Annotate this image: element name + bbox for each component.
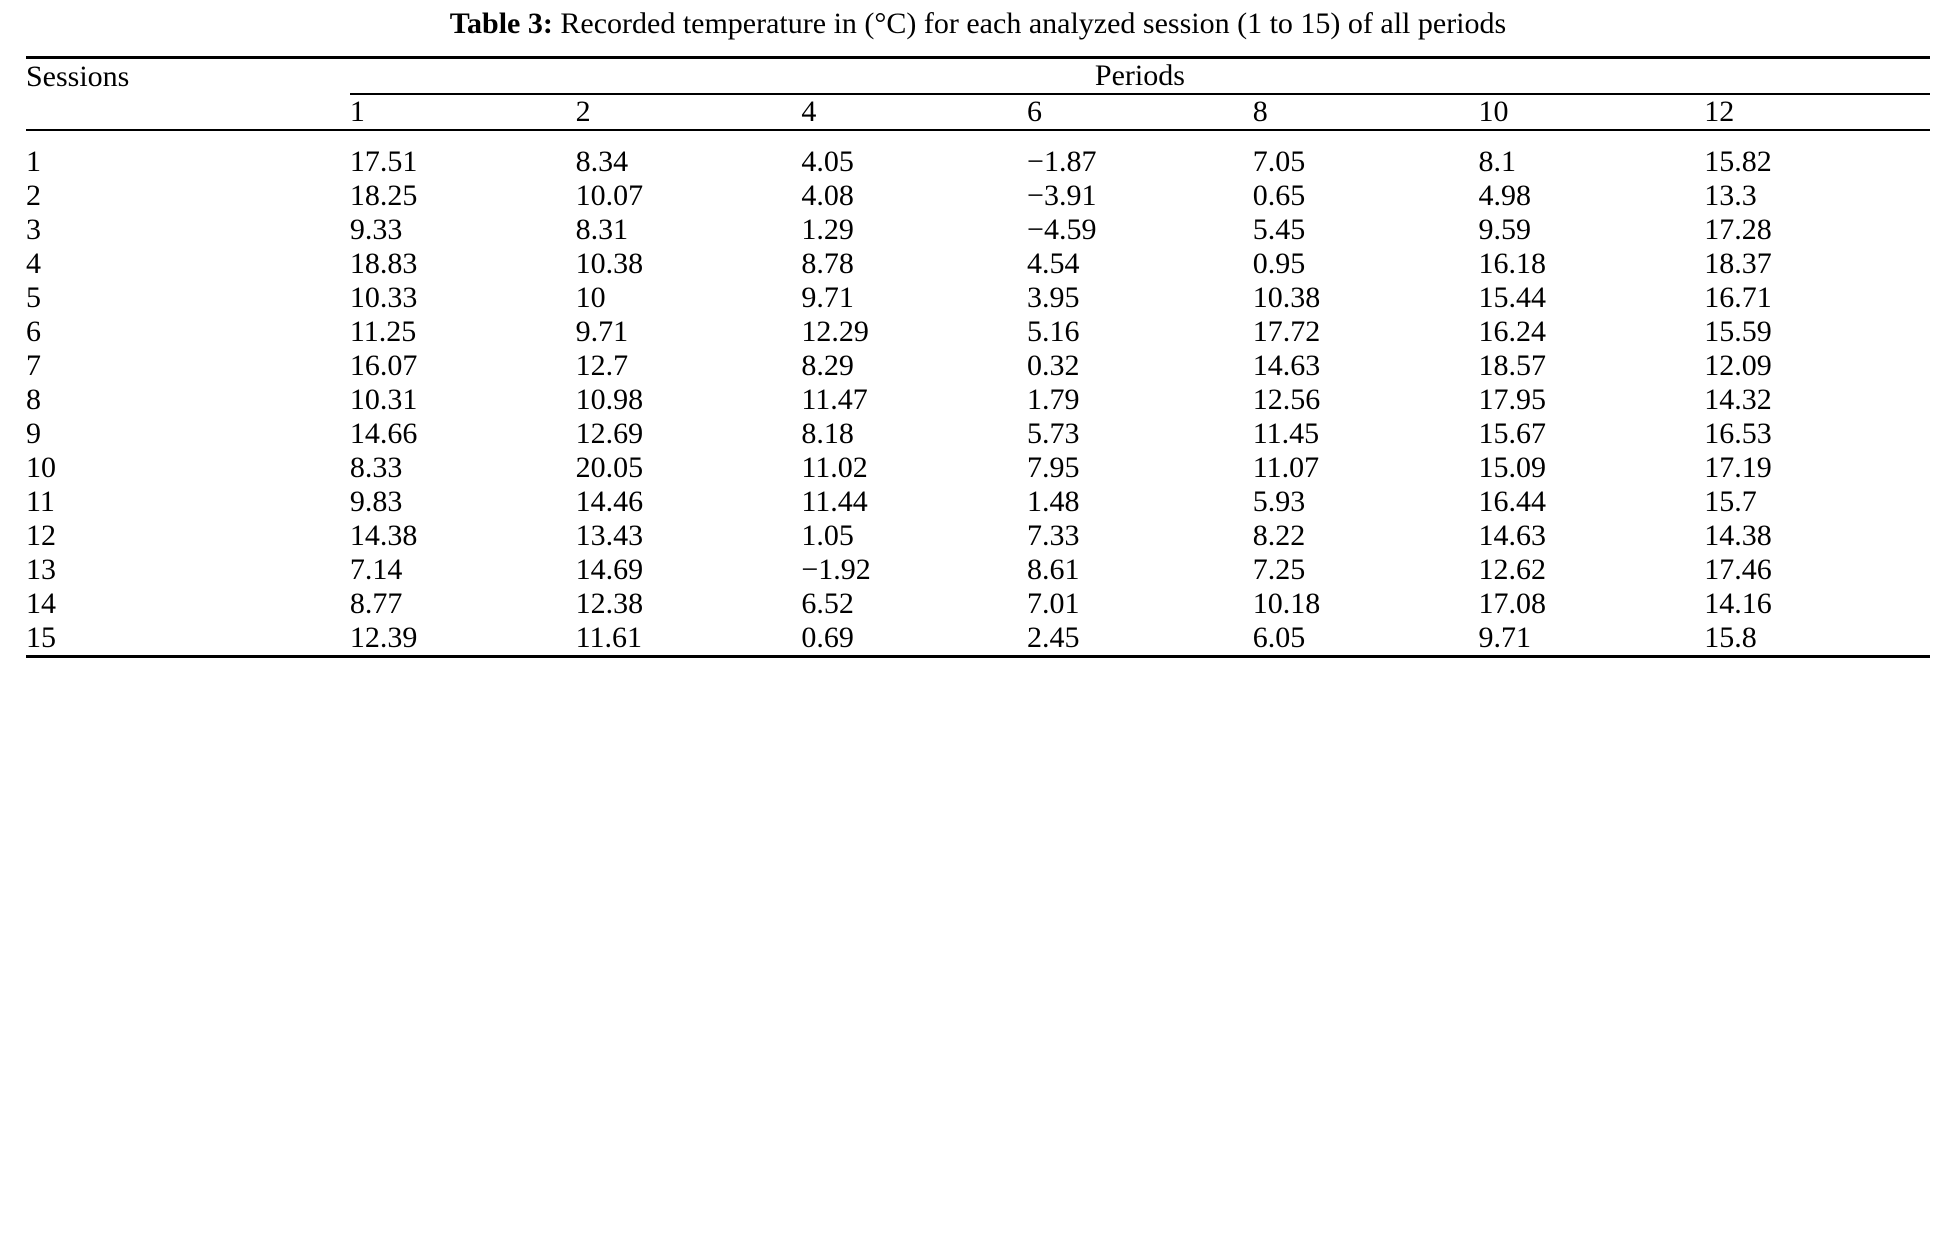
cell-session: 4 xyxy=(26,247,41,280)
cell-value: 11.25 xyxy=(349,315,417,348)
cell-session: 9 xyxy=(26,417,41,450)
cell-value: 17.28 xyxy=(1704,213,1772,246)
cell-value: 16.07 xyxy=(349,349,418,382)
cell-value: 13.43 xyxy=(575,519,644,552)
cell-value: 5.16 xyxy=(1027,315,1080,348)
header-row-columns xyxy=(26,94,1930,130)
cell-value: 11.47 xyxy=(801,383,868,416)
cell-value: 8.1 xyxy=(1478,145,1517,178)
cell-value: 17.08 xyxy=(1478,587,1547,620)
table-row xyxy=(26,281,1930,315)
column-header-blank xyxy=(26,94,350,130)
cell-value: 14.38 xyxy=(1704,519,1772,552)
cell-value: 5.45 xyxy=(1252,213,1306,246)
cell-value: 3.95 xyxy=(1027,281,1080,314)
cell-session: 14 xyxy=(26,587,56,620)
cell-value: 16.71 xyxy=(1704,281,1772,314)
table-row xyxy=(26,130,1930,179)
cell-value: −1.92 xyxy=(801,553,871,586)
cell-value: 16.18 xyxy=(1478,247,1547,280)
cell-value: 15.44 xyxy=(1478,281,1547,314)
cell-value: 11.02 xyxy=(801,451,868,484)
cell-session: 10 xyxy=(26,451,56,484)
cell-value: 1.79 xyxy=(1027,383,1080,416)
table-row xyxy=(26,587,1930,621)
column-header-period: 2 xyxy=(576,94,802,130)
cell-value: 18.83 xyxy=(349,247,418,280)
cell-value: 5.73 xyxy=(1027,417,1080,450)
cell-value: 11.44 xyxy=(801,485,868,518)
cell-value: 7.01 xyxy=(1027,587,1080,620)
cell-value: 8.34 xyxy=(575,145,629,178)
cell-value: 14.66 xyxy=(349,417,418,450)
cell-value: 14.46 xyxy=(575,485,644,518)
cell-value: 15.7 xyxy=(1704,485,1757,518)
cell-value: 7.14 xyxy=(349,553,403,586)
cell-value: 12.39 xyxy=(350,621,576,657)
cell-value: 9.71 xyxy=(801,281,854,314)
cell-value: 14.69 xyxy=(575,553,644,586)
cell-value: 10.07 xyxy=(575,179,644,212)
cell-value: 12.56 xyxy=(1252,383,1321,416)
cell-value: −1.87 xyxy=(1027,145,1097,178)
cell-value: 11.45 xyxy=(1252,417,1320,450)
cell-value: 7.05 xyxy=(1252,145,1306,178)
cell-value: 9.59 xyxy=(1478,213,1532,246)
cell-value: 4.05 xyxy=(801,145,854,178)
cell-session: 7 xyxy=(26,349,41,382)
column-header-period: 10 xyxy=(1479,94,1705,130)
cell-value: 18.37 xyxy=(1704,247,1772,280)
cell-value: 6.52 xyxy=(801,587,854,620)
table-row xyxy=(26,213,1930,247)
table-caption-label: Table 3: xyxy=(449,7,553,40)
cell-value: 17.19 xyxy=(1704,451,1772,484)
table-row xyxy=(26,247,1930,281)
cell-value: 18.25 xyxy=(349,179,418,212)
cell-value: −4.59 xyxy=(1027,213,1097,246)
table-row xyxy=(26,553,1930,587)
cell-value: 8.22 xyxy=(1252,519,1306,552)
cell-value: 4.54 xyxy=(1027,247,1080,280)
cell-value: 14.63 xyxy=(1252,349,1321,382)
cell-value: 4.98 xyxy=(1478,179,1532,212)
cell-value: 10.38 xyxy=(575,247,644,280)
cell-value: 16.24 xyxy=(1478,315,1547,348)
cell-value: 12.62 xyxy=(1478,553,1547,586)
group-header-periods: Periods xyxy=(350,58,1930,95)
row-header-sessions: Sessions xyxy=(26,58,350,95)
cell-value: 9.71 xyxy=(1479,621,1705,657)
cell-value: 10.18 xyxy=(1252,587,1321,620)
column-header-period: 4 xyxy=(801,94,1027,130)
cell-value: 17.95 xyxy=(1478,383,1547,416)
table-row xyxy=(26,383,1930,417)
cell-value: 8.61 xyxy=(1027,553,1080,586)
cell-value: 12.29 xyxy=(801,315,869,348)
cell-value: 0.95 xyxy=(1252,247,1306,280)
cell-value: 16.53 xyxy=(1704,417,1772,450)
cell-value: 1.29 xyxy=(801,213,854,246)
cell-value: 8.77 xyxy=(349,587,403,620)
cell-value: 7.95 xyxy=(1027,451,1080,484)
cell-value: 18.57 xyxy=(1478,349,1547,382)
cell-value: 15.82 xyxy=(1704,145,1772,178)
cell-value: 7.25 xyxy=(1252,553,1306,586)
table-body xyxy=(26,130,1930,657)
cell-value: 14.63 xyxy=(1478,519,1547,552)
cell-session: 11 xyxy=(26,485,55,518)
cell-session: 5 xyxy=(26,281,41,314)
cell-value: 10.38 xyxy=(1252,281,1321,314)
cell-value: 14.32 xyxy=(1704,383,1772,416)
column-header-period: 6 xyxy=(1027,94,1253,130)
cell-value: 2.45 xyxy=(1027,621,1253,657)
cell-value: 10.98 xyxy=(575,383,644,416)
cell-value: 0.32 xyxy=(1027,349,1080,382)
cell-value: 14.38 xyxy=(349,519,418,552)
cell-value: 15.67 xyxy=(1478,417,1547,450)
cell-value: 12.69 xyxy=(575,417,644,450)
cell-value: 17.46 xyxy=(1704,553,1772,586)
cell-session: 1 xyxy=(26,145,41,178)
cell-value: 15.59 xyxy=(1704,315,1772,348)
cell-value: 6.05 xyxy=(1253,621,1479,657)
header-row-group xyxy=(26,58,1930,95)
cell-session: 2 xyxy=(26,179,41,212)
table-caption-text: Recorded temperature in (°C) for each analyzed session (1 to 15) of all periods xyxy=(560,7,1507,40)
cell-value: 4.08 xyxy=(801,179,854,212)
cell-value: 16.44 xyxy=(1478,485,1547,518)
table-row xyxy=(26,451,1930,485)
table-row xyxy=(26,315,1930,349)
cell-value: 5.93 xyxy=(1252,485,1306,518)
cell-value: 1.48 xyxy=(1027,485,1080,518)
cell-value: −3.91 xyxy=(1027,179,1097,212)
cell-value: 10 xyxy=(575,281,606,314)
column-header-period: 1 xyxy=(350,94,576,130)
table-caption xyxy=(26,0,1930,56)
cell-value: 14.16 xyxy=(1704,587,1772,620)
cell-session: 12 xyxy=(26,519,56,552)
cell-value: 12.09 xyxy=(1704,349,1772,382)
cell-session: 13 xyxy=(26,553,56,586)
cell-value: 0.69 xyxy=(801,621,1027,657)
table-row xyxy=(26,417,1930,451)
cell-value: 10.33 xyxy=(349,281,418,314)
table-row xyxy=(26,485,1930,519)
cell-value: 11.07 xyxy=(1252,451,1320,484)
cell-value: 9.83 xyxy=(349,485,403,518)
cell-value: 7.33 xyxy=(1027,519,1080,552)
cell-session: 6 xyxy=(26,315,41,348)
temperature-table xyxy=(26,56,1930,658)
cell-session: 8 xyxy=(26,383,41,416)
table-head xyxy=(26,58,1930,131)
cell-value: 8.33 xyxy=(349,451,403,484)
cell-value: 8.18 xyxy=(801,417,854,450)
cell-session: 3 xyxy=(26,213,41,246)
cell-value: 17.51 xyxy=(349,145,418,178)
cell-value: 12.7 xyxy=(575,349,629,382)
column-header-period: 8 xyxy=(1253,94,1479,130)
column-header-period: 12 xyxy=(1704,94,1930,130)
table-row xyxy=(26,179,1930,213)
cell-value: 20.05 xyxy=(575,451,644,484)
cell-value: 11.61 xyxy=(576,621,802,657)
cell-value: 8.78 xyxy=(801,247,854,280)
cell-value: 12.38 xyxy=(575,587,644,620)
cell-value: 8.31 xyxy=(575,213,629,246)
cell-value: 15.8 xyxy=(1704,621,1930,657)
cell-value: 13.3 xyxy=(1704,179,1757,212)
table-row xyxy=(26,349,1930,383)
cell-value: 15.09 xyxy=(1478,451,1547,484)
cell-value: 8.29 xyxy=(801,349,854,382)
cell-value: 9.33 xyxy=(349,213,403,246)
table-row xyxy=(26,621,1930,657)
cell-value: 0.65 xyxy=(1252,179,1306,212)
cell-value: 9.71 xyxy=(575,315,629,348)
cell-value: 10.31 xyxy=(349,383,418,416)
cell-session: 15 xyxy=(26,621,350,657)
cell-value: 17.72 xyxy=(1252,315,1321,348)
table-row xyxy=(26,519,1930,553)
cell-value: 1.05 xyxy=(801,519,854,552)
